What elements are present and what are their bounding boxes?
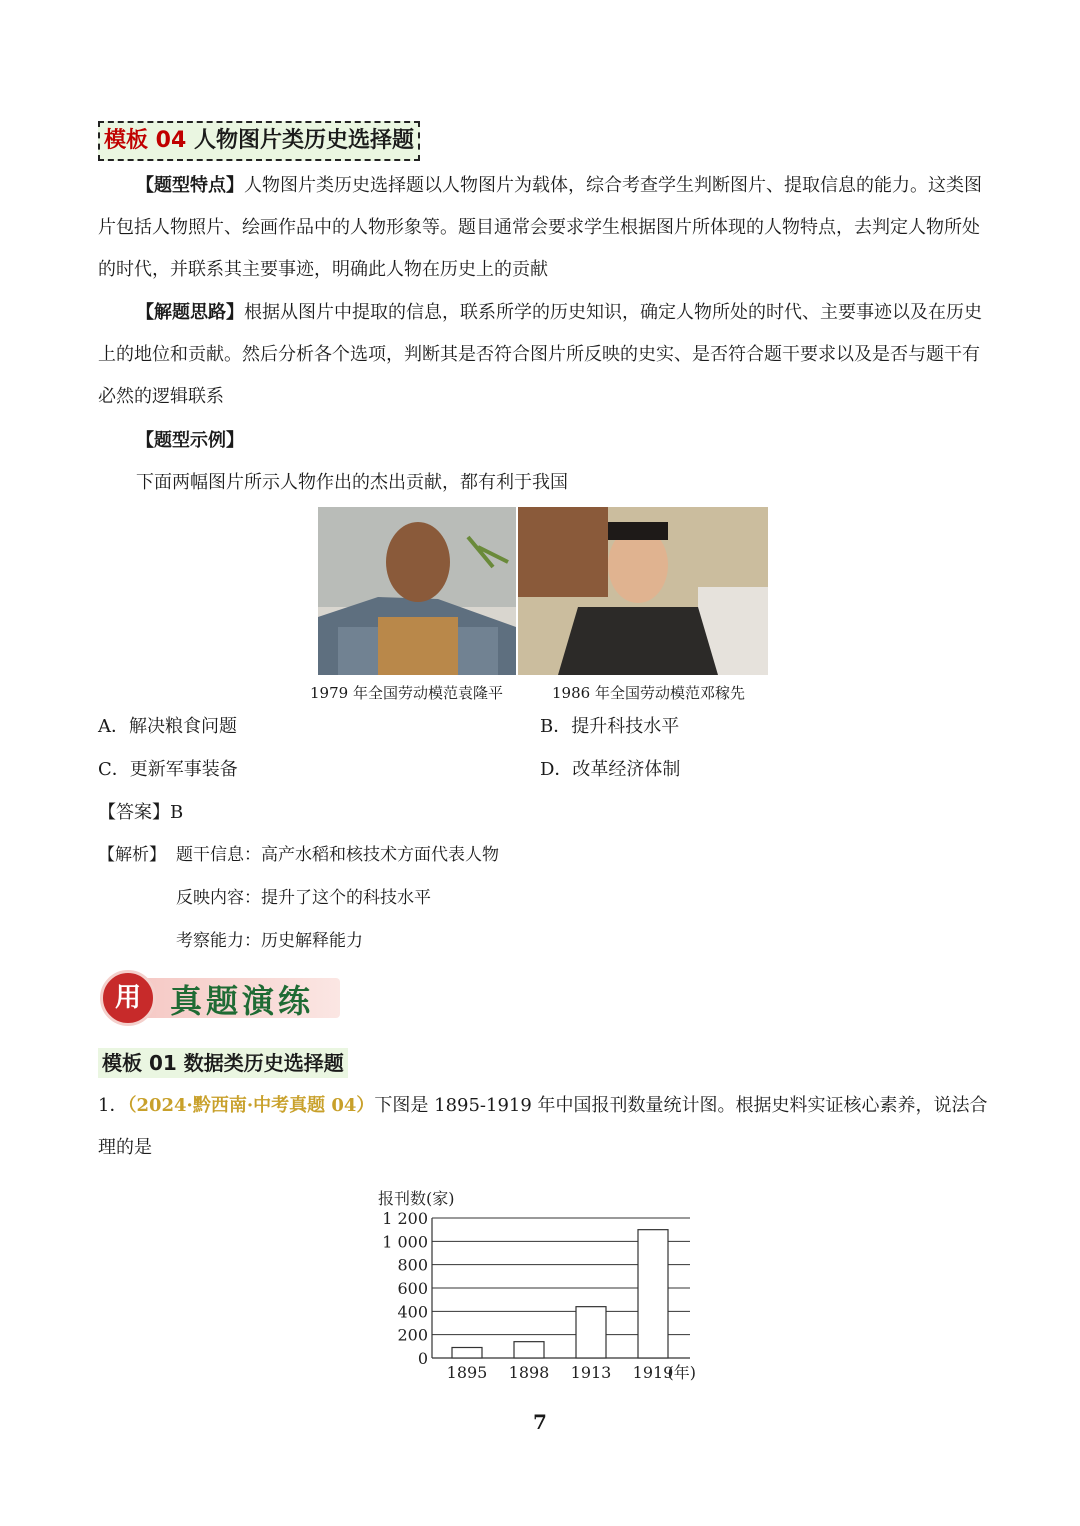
exercise-number: 1． [98, 1095, 128, 1116]
features-tag: 【题型特点】 [136, 175, 244, 196]
option-d: D．改革经济体制 [540, 759, 681, 780]
analysis-line-3: 考察能力：历史解释能力 [176, 931, 363, 951]
caption-right: 1986 年全国劳动模范邓稼先 [552, 684, 745, 702]
chart-x-tick-label: 1913 [570, 1363, 612, 1382]
photo-yuan-longping-image [318, 507, 516, 675]
section-title-prefix: 模板 04 [104, 128, 187, 153]
chart-y-tick-label: 1 200 [382, 1209, 428, 1228]
chart-bar [452, 1348, 482, 1359]
chart-x-tick-label: 1898 [508, 1363, 550, 1382]
photo-deng-jiaxian [518, 507, 768, 675]
practice-banner [100, 970, 346, 1028]
chart-y-tick-label: 0 [417, 1349, 428, 1368]
approach-text: 根据从图片中提取的信息，联系所学的历史知识，确定人物所处的时代、主要事迹以及在历史上的地位和贡献。然后分析各个选项，判断其是否符合图片所反映的史实、是否符合题干要求以及是否与题干有必然的逻辑联系 [98, 302, 982, 407]
chart-y-tick-label: 600 [397, 1279, 428, 1298]
caption-left: 1979 年全国劳动模范袁隆平 [310, 684, 503, 702]
option-a: A．解决粮食问题 [98, 716, 237, 737]
chart-y-label: 报刊数(家) [378, 1189, 455, 1208]
exercise-source: （2024·黔西南·中考真题 04） [127, 1095, 375, 1116]
answer: 【答案】B [98, 802, 184, 823]
banner-badge: 用 [100, 970, 156, 1026]
approach-tag: 【解题思路】 [136, 302, 244, 323]
example-tag: 【题型示例】 [136, 430, 244, 451]
photo-yuan-longping [318, 507, 516, 675]
exercise-stem: 下图是 1895-1919 年中国报刊数量统计图。根据史料实证核心素养，说法合理的是 [98, 1095, 988, 1158]
analysis-line-2: 反映内容：提升了这个的科技水平 [176, 888, 431, 908]
features-paragraph [98, 165, 988, 291]
section-title-text: 人物图片类历史选择题 [186, 128, 414, 153]
analysis-label: 【解析】 [98, 845, 166, 865]
chart-bar [576, 1307, 606, 1358]
analysis-line-1: 题干信息：高产水稻和核技术方面代表人物 [176, 845, 499, 865]
banner-title: 真题演练 [170, 982, 315, 1020]
chart-y-tick-label: 400 [397, 1302, 428, 1322]
section-title [98, 121, 420, 161]
option-b: B．提升科技水平 [540, 716, 680, 737]
example-question: 下面两幅图片所示人物作出的杰出贡献，都有利于我国 [136, 472, 568, 493]
newspaper-bar-chart [360, 1180, 720, 1390]
page-number: 7 [533, 1410, 547, 1434]
photo-deng-jiaxian-image [518, 507, 768, 675]
exercise-subtitle: 模板 01 数据类历史选择题 [98, 1048, 348, 1078]
chart-x-label: (年) [667, 1363, 696, 1382]
option-c: C．更新军事装备 [98, 759, 238, 780]
chart-x-tick-label: 1895 [446, 1363, 488, 1382]
features-text: 人物图片类历史选择题以人物图片为载体，综合考查学生判断图片、提取信息的能力。这类图片包括人物照片、绘画作品中的人物形象等。题目通常会要求学生根据图片所体现的人物特点，去判定人物所处的时代，并联系其主要事迹，明确此人物在历史上的贡献 [98, 175, 982, 280]
chart-bar [638, 1230, 668, 1358]
chart-y-tick-label: 800 [397, 1255, 428, 1275]
chart-x-tick-label: 1919 [632, 1363, 674, 1382]
chart-bar [514, 1342, 544, 1358]
chart-y-tick-label: 1 000 [382, 1232, 428, 1252]
approach-paragraph [98, 292, 988, 418]
exercise-question [98, 1085, 988, 1169]
chart-y-tick-label: 200 [397, 1325, 428, 1345]
